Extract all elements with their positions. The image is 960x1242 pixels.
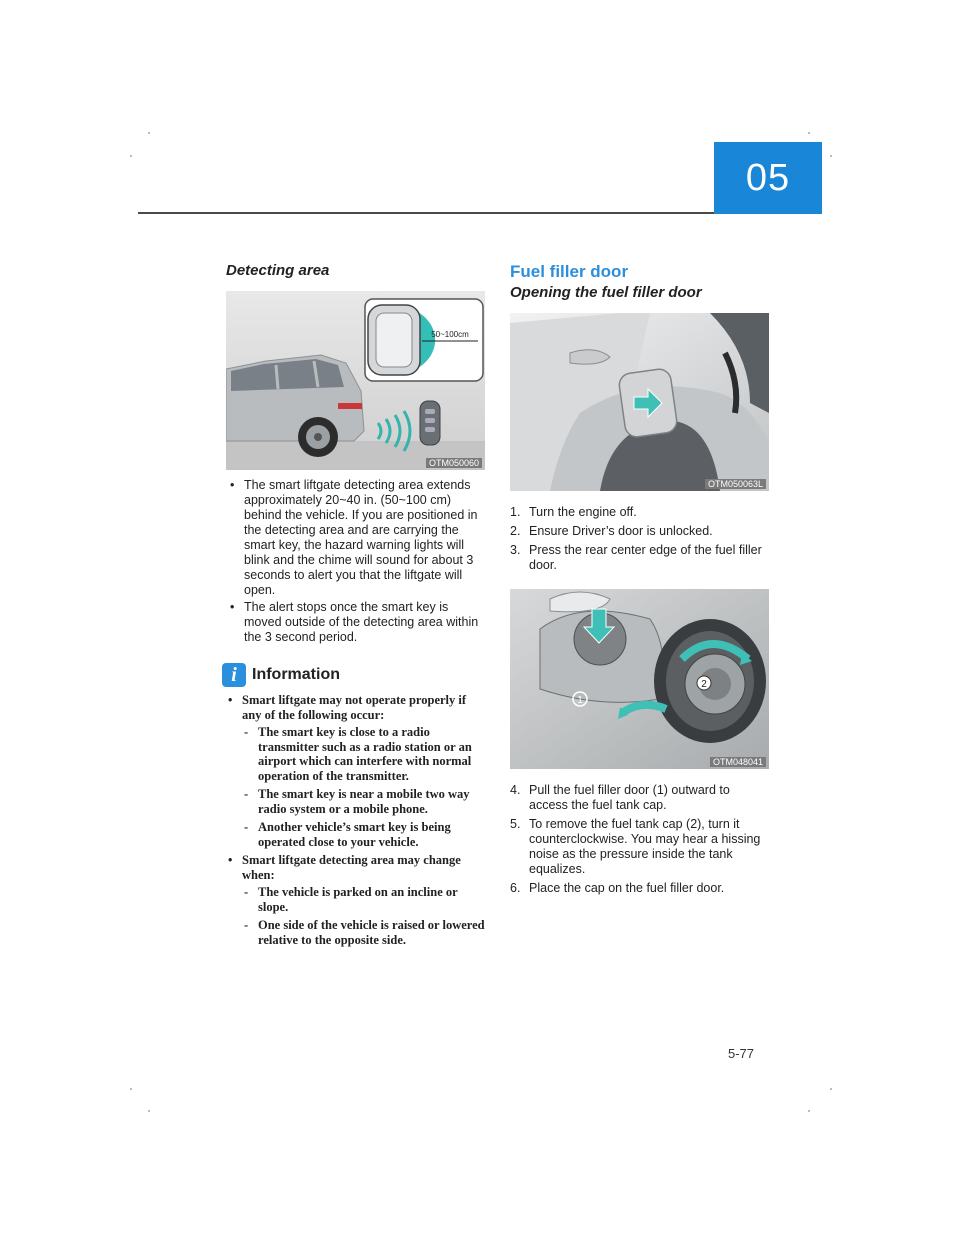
step-number: 6. bbox=[510, 881, 521, 895]
figure-code: OTM050060 bbox=[426, 458, 482, 468]
step-text: To remove the fuel tank cap (2), turn it counterclockwise. You may hear a hissing noise as the pressure inside the tank equalizes. bbox=[529, 817, 761, 876]
information-list bbox=[226, 693, 488, 947]
list-item: • The smart liftgate detecting area extends approximately 20~40 in. (50~100 cm) behind the vehicle. If you are positioned in the detecting area and are carrying the smart key, the hazard warning lights will blink and the chime will sound for about 3 seconds to alert you that the liftgate will open. bbox=[226, 478, 488, 598]
sub-list-item: - The smart key is close to a radio transmitter such as a radio station or an airport which can interfere with normal operation of the transmitter. bbox=[242, 725, 488, 783]
crop-mark bbox=[130, 155, 132, 157]
measure-label: 50~100cm bbox=[431, 330, 469, 339]
information-title: Information bbox=[252, 666, 340, 683]
sub-list-item: - The vehicle is parked on an incline or slope. bbox=[242, 885, 488, 914]
sub-list-item: - One side of the vehicle is raised or lowered relative to the opposite side. bbox=[242, 918, 488, 947]
step-text: Pull the fuel filler door (1) outward to access the fuel tank cap. bbox=[529, 783, 730, 812]
fuel-door-illustration bbox=[510, 313, 769, 491]
step-text: Press the rear center edge of the fuel filler door. bbox=[529, 543, 762, 572]
fuel-door-steps-a bbox=[510, 505, 772, 573]
step-number: 2. bbox=[510, 524, 521, 538]
list-item bbox=[226, 853, 488, 947]
list-item: • The alert stops once the smart key is moved outside of the detecting area within the 3 second period. bbox=[226, 600, 488, 645]
fuel-filler-door-title: Fuel filler door bbox=[510, 262, 629, 281]
opening-fuel-door-heading: Opening the fuel filler door bbox=[510, 284, 702, 301]
crop-mark bbox=[130, 1088, 132, 1090]
callout-2: 2 bbox=[701, 679, 707, 690]
right-column bbox=[510, 262, 772, 900]
info-item-text: Smart liftgate may not operate properly if any of the following occur: bbox=[242, 693, 467, 722]
detecting-area-illustration bbox=[226, 291, 485, 470]
crop-mark bbox=[148, 1110, 150, 1112]
page-number: 5-77 bbox=[728, 1046, 755, 1061]
detecting-area-heading: Detecting area bbox=[226, 262, 330, 279]
fuel-cap-illustration bbox=[510, 589, 769, 769]
fuel-cap-figure bbox=[510, 589, 769, 769]
list-item bbox=[226, 693, 488, 849]
crop-mark bbox=[830, 1088, 832, 1090]
callout-1: 1 bbox=[577, 695, 583, 706]
info-item-text: Smart liftgate detecting area may change when: bbox=[242, 853, 461, 882]
step-text: Turn the engine off. bbox=[529, 505, 637, 519]
list-item bbox=[510, 783, 772, 813]
sub-list-item: - Another vehicle’s smart key is being operated close to your vehicle. bbox=[242, 820, 488, 849]
figure-code: OTM048041 bbox=[710, 757, 766, 767]
sub-list-item: - The smart key is near a mobile two way radio system or a mobile phone. bbox=[242, 787, 488, 816]
crop-mark bbox=[148, 132, 150, 134]
fuel-door-figure bbox=[510, 313, 769, 491]
list-item bbox=[510, 881, 772, 896]
left-column bbox=[226, 262, 488, 951]
crop-mark bbox=[830, 155, 832, 157]
step-text: Place the cap on the fuel filler door. bbox=[529, 881, 725, 895]
crop-mark bbox=[808, 132, 810, 134]
info-icon: i bbox=[222, 663, 246, 687]
fuel-door-steps-b bbox=[510, 783, 772, 896]
detecting-area-bullets bbox=[226, 478, 488, 645]
information-header bbox=[222, 663, 488, 687]
step-number: 3. bbox=[510, 543, 521, 557]
chapter-tab: 05 bbox=[714, 142, 822, 214]
step-number: 4. bbox=[510, 783, 521, 797]
figure-code: OTM050063L bbox=[705, 479, 766, 489]
header-rule bbox=[138, 212, 714, 214]
list-item bbox=[510, 505, 772, 520]
list-item bbox=[510, 817, 772, 877]
list-item bbox=[510, 543, 772, 573]
list-item bbox=[510, 524, 772, 539]
detecting-area-figure bbox=[226, 291, 485, 470]
step-text: Ensure Driver’s door is unlocked. bbox=[529, 524, 713, 538]
crop-mark bbox=[808, 1110, 810, 1112]
step-number: 5. bbox=[510, 817, 521, 831]
step-number: 1. bbox=[510, 505, 521, 519]
